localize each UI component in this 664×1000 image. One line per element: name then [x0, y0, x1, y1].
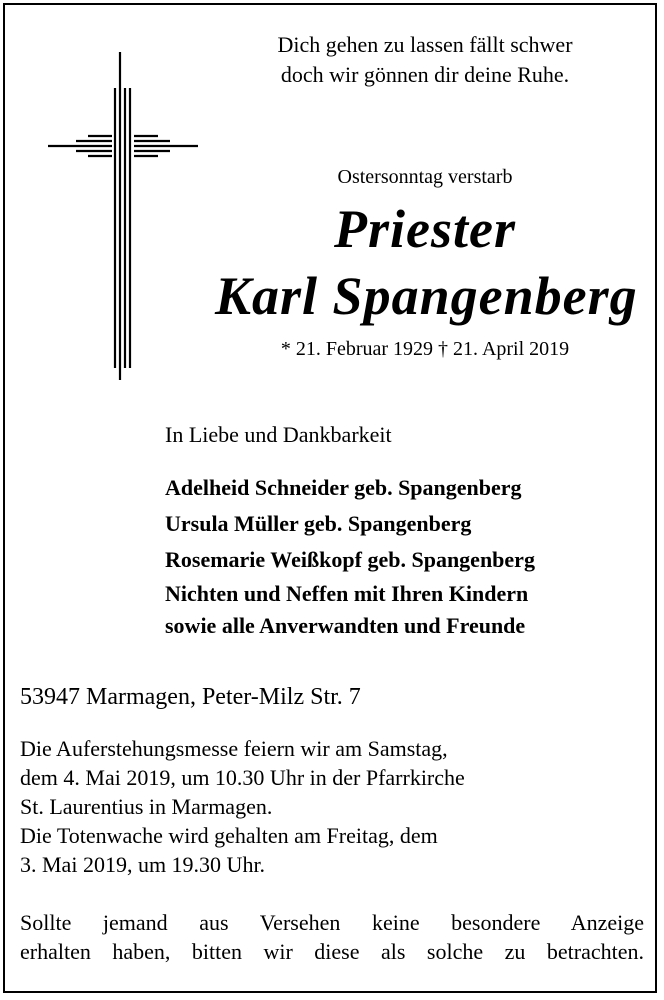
service-line: St. Laurentius in Marmagen. — [20, 794, 273, 819]
mourner-name: Nichten und Neffen mit Ihren Kindern — [165, 581, 529, 606]
deceased-title: Priester — [334, 199, 516, 259]
notice-line-1: Sollte jemand aus Versehen keine besondere Anzeige — [20, 910, 644, 935]
notice-line-2: erhalten haben, bitten wir diese als solche zu betrachten. — [20, 939, 644, 964]
mourners-list — [165, 470, 535, 642]
service-line: 3. Mai 2019, um 19.30 Uhr. — [20, 852, 266, 877]
motto-line-1: Dich gehen zu lassen fällt schwer — [277, 32, 573, 57]
address: 53947 Marmagen, Peter-Milz Str. 7 — [20, 684, 361, 710]
mourner-name: Adelheid Schneider geb. Spangenberg — [165, 475, 522, 500]
mourner-name: sowie alle Anverwandten und Freunde — [165, 613, 526, 638]
service-line: Die Auferstehungsmesse feiern wir am Samstag, — [20, 736, 448, 761]
cross-icon — [48, 48, 198, 383]
service-line: Die Totenwache wird gehalten am Freitag, dem — [20, 823, 438, 848]
deceased-name: Karl Spangenberg — [215, 266, 638, 326]
motto — [215, 30, 635, 90]
motto-line-2: doch wir gönnen dir deine Ruhe. — [280, 62, 570, 87]
service-info — [20, 734, 465, 879]
service-line: dem 4. Mai 2019, um 10.30 Uhr in der Pfarrkirche — [20, 765, 465, 790]
mourner-name: Ursula Müller geb. Spangenberg — [165, 511, 472, 536]
mourner-name: Rosemarie Weißkopf geb. Spangenberg — [165, 547, 535, 572]
intro-text: Ostersonntag verstarb — [337, 166, 513, 188]
mourners-heading: In Liebe und Dankbarkeit — [165, 422, 392, 447]
notice — [20, 908, 644, 966]
life-dates: * 21. Februar 1929 † 21. April 2019 — [280, 338, 570, 360]
